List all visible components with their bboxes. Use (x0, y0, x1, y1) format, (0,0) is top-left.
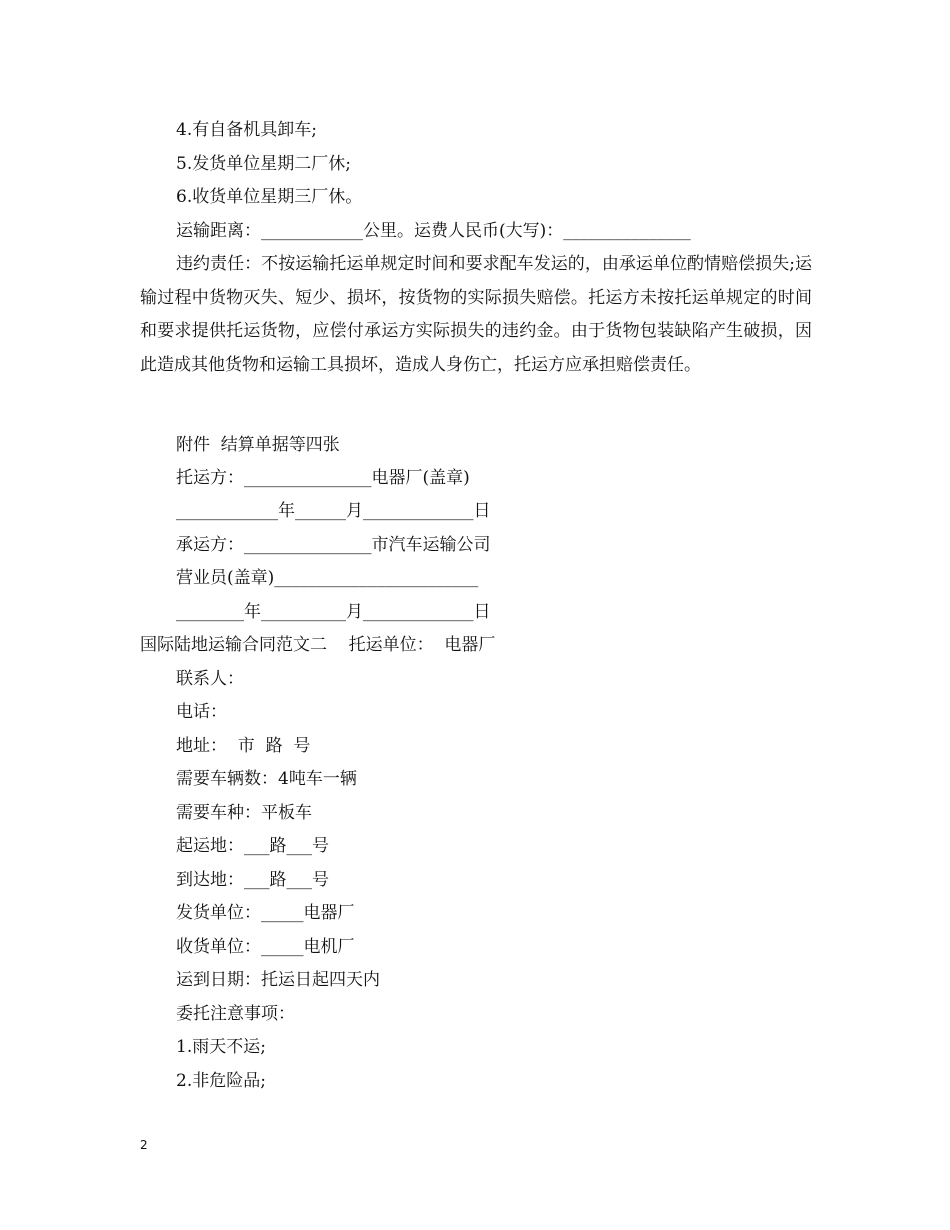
text-line: 委托注意事项： (176, 1004, 295, 1024)
transport-distance-line: 运输距离：____________公里。运费人民币(大写)：_______________ (176, 221, 691, 241)
text-line: 发货单位：_____电器厂 (176, 903, 355, 923)
text-line: 收货单位：_____电机厂 (176, 937, 355, 957)
section-heading: 国际陆地运输合同范文二 托运单位： 电器厂 (140, 635, 496, 655)
date-line: ____________年______月_____________日 (176, 501, 491, 521)
text-line: 起运地：___路___号 (176, 836, 329, 856)
text-line: 地址： 市 路 号 (176, 736, 311, 756)
text-line: 6.收货单位星期三厂休。 (176, 187, 363, 207)
text-line: 5.发货单位星期二厂休; (176, 154, 351, 174)
text-line: 1.雨天不运; (176, 1037, 266, 1057)
text-line: 2.非危险品; (176, 1071, 266, 1091)
text-line: 运到日期：托运日起四天内 (176, 970, 380, 990)
text-line: 4.有自备机具卸车; (176, 120, 317, 140)
date-line: ________年__________月_____________日 (176, 602, 491, 622)
text-line: 电话： (176, 702, 227, 722)
text-line: 到达地：___路___号 (176, 870, 329, 890)
liability-paragraph: 违约责任：不按运输托运单规定时间和要求配车发运的，由承运单位酌情赔偿损失;运输过程中货物灭失、短少、损坏，按货物的实际损失赔偿。托运方未按托运单规定的时间和要求提供托运货物，应偿付承运方实际损失的违约金。由于货物包装缺陷产生破损，因此造成其他货物和运输工具损坏，造成人身伤亡，托运方应承担赔偿责任。 (140, 254, 812, 375)
attachment-line: 附件 结算单据等四张 (176, 435, 340, 455)
carrier-line: 承运方：_______________市汽车运输公司 (176, 535, 491, 555)
clerk-line: 营业员(盖章)________________________ (176, 568, 479, 588)
text-line: 需要车辆数：4吨车一辆 (176, 769, 357, 789)
text-line: 联系人： (176, 669, 244, 689)
text-line: 需要车种：平板车 (176, 803, 312, 823)
page-number: 2 (140, 1138, 148, 1152)
shipper-line: 托运方：_______________电器厂(盖章) (176, 468, 470, 488)
